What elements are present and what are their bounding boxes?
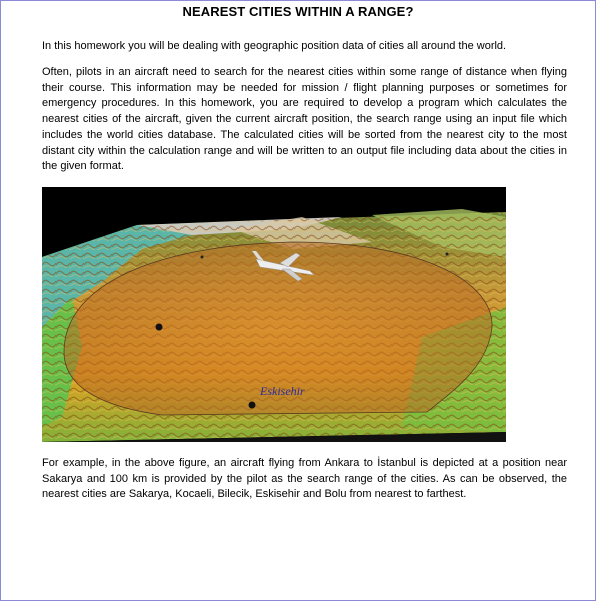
terrain-image <box>42 187 506 442</box>
description-paragraph: Often, pilots in an aircraft need to search for the nearest cities within some range of distance when flying their course. This information may be needed for mission / flight planning purposes or sometimes for emergency procedures. In this homework, you are required to develop a program which calculates the nearest cities of the aircraft, given the current aircraft position, the search range using an input file which includes the world cities database. The calculated cities will be sorted from the nearest city to the most distant city within the calculation range and will be written to an output file including data about the cities in the given format. <box>42 66 567 173</box>
city-marker <box>156 324 163 331</box>
city-marker <box>446 253 449 256</box>
city-label-eskisehir: Eskisehir <box>260 384 305 398</box>
city-marker <box>249 402 256 409</box>
intro-paragraph: In this homework you will be dealing with geographic position data of cities all around the world. <box>42 40 507 52</box>
city-marker <box>201 256 204 259</box>
page-title: NEAREST CITIES WITHIN A RANGE? <box>182 4 414 19</box>
terrain-figure <box>42 187 506 442</box>
example-paragraph: For example, in the above figure, an aircraft flying from Ankara to İstanbul is depicted at a position near Sakarya and 100 km is provided by the pilot as the search range of the cities. As can be observed, the nearest cities are Sakarya, Kocaeli, Bilecik, Eskisehir and Bolu from nearest to farthest. <box>42 457 567 501</box>
